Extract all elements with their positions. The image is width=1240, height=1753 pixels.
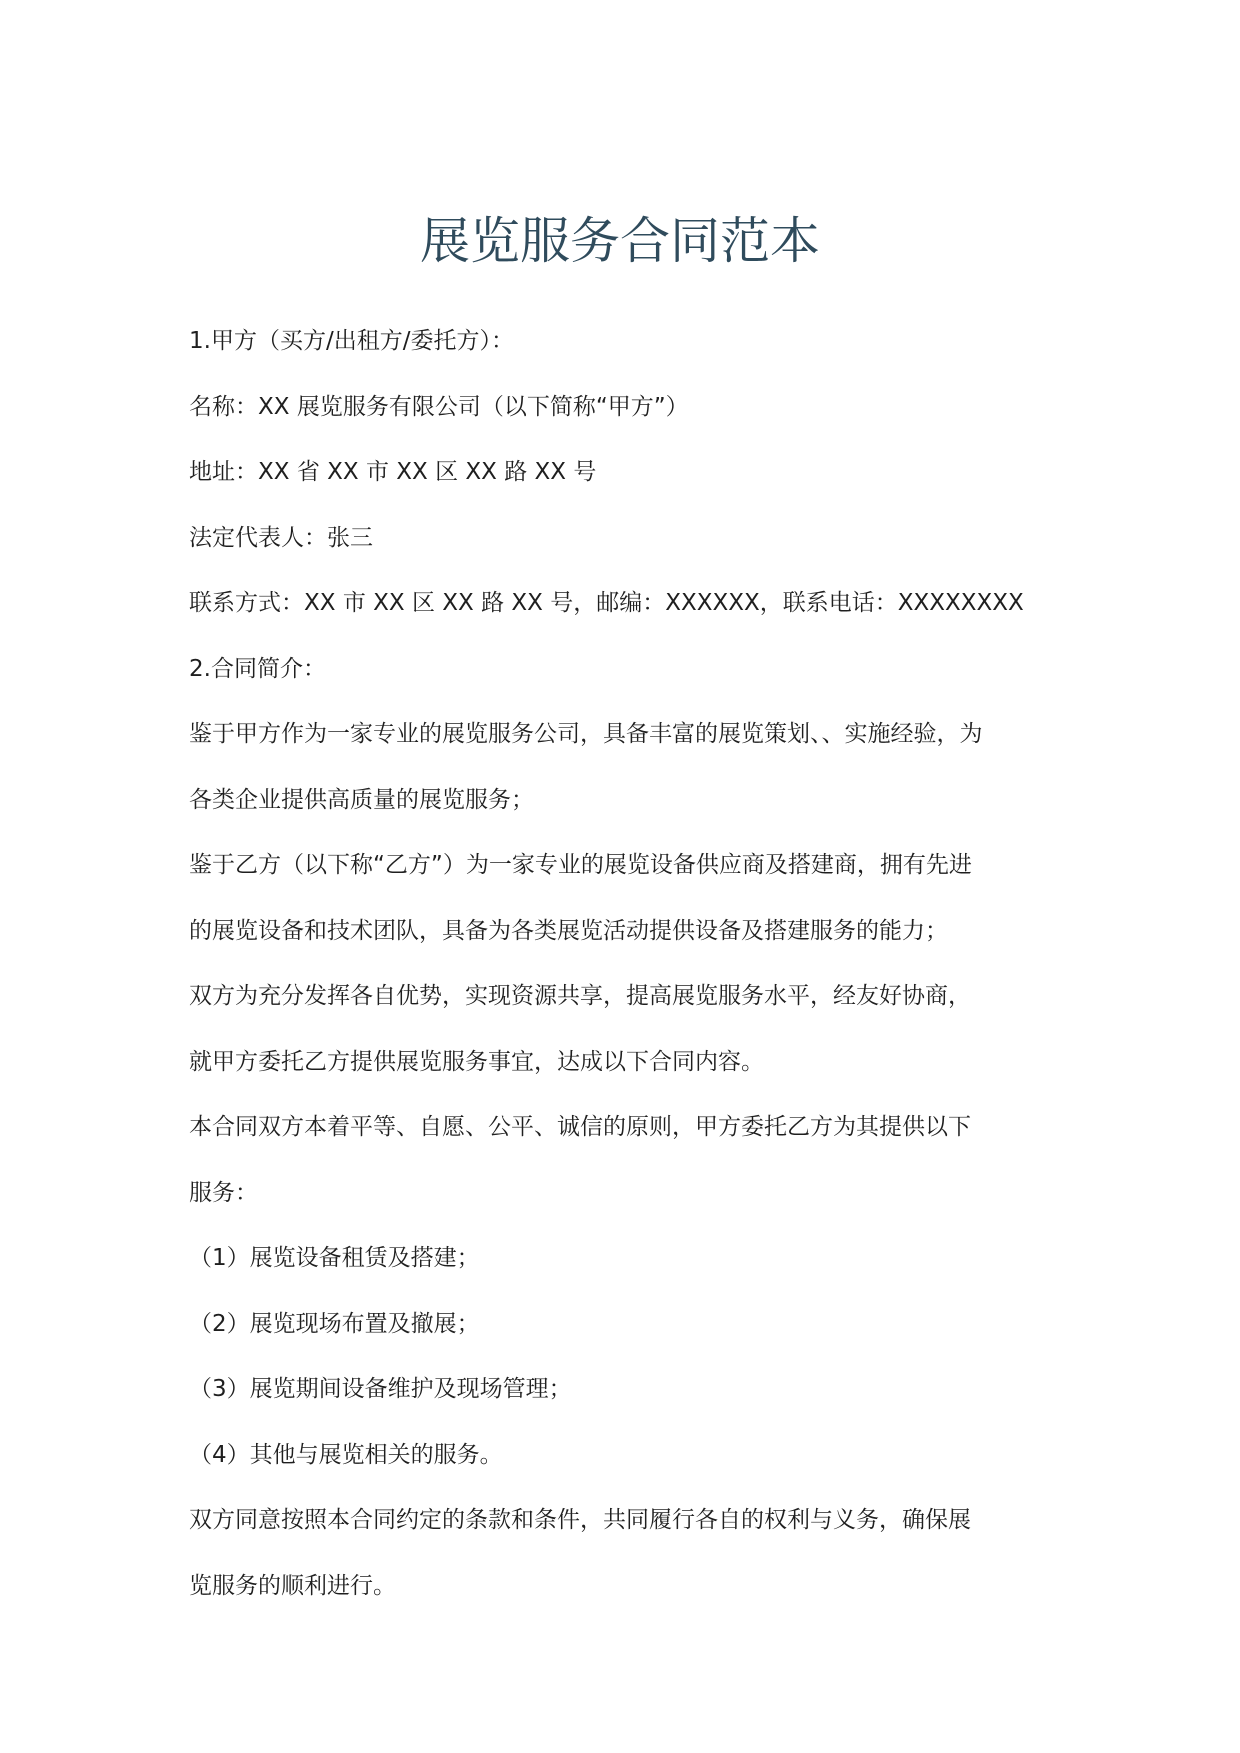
contact-info: 联系方式：XX 市 XX 区 XX 路 XX 号，邮编：XXXXXX，联系电话：XXXXXXXX: [189, 590, 1024, 616]
body-line: 服务：: [189, 1179, 258, 1206]
document-title: 展览服务合同范本: [420, 212, 820, 270]
document-body: [189, 309, 1069, 1619]
body-line: 鉴于乙方（以下称“乙方”）为一家专业的展览设备供应商及搭建商，拥有先进: [189, 852, 972, 878]
body-line: 各类企业提供高质量的展览服务；: [189, 786, 534, 813]
service-item-4: （4）其他与展览相关的服务。: [189, 1441, 503, 1468]
body-line: 双方同意按照本合同约定的条款和条件，共同履行各自的权利与义务，确保展: [189, 1507, 971, 1533]
service-item-1: （1）展览设备租赁及搭建；: [189, 1245, 480, 1271]
party-a-address: 地址：XX 省 XX 市 XX 区 XX 路 XX 号: [189, 459, 597, 485]
body-line: 鉴于甲方作为一家专业的展览服务公司，具备丰富的展览策划、、实施经验，为: [189, 721, 983, 747]
service-item-3: （3）展览期间设备维护及现场管理；: [189, 1376, 572, 1402]
party-a-heading: 1.甲方（买方/出租方/委托方）：: [189, 328, 514, 354]
legal-representative: 法定代表人：张三: [189, 524, 373, 551]
body-line: 览服务的顺利进行。: [189, 1572, 396, 1599]
body-line: 的展览设备和技术团队，具备为各类展览活动提供设备及搭建服务的能力；: [189, 917, 948, 944]
contract-intro-heading: 2.合同简介：: [189, 655, 326, 682]
body-line: 本合同双方本着平等、自愿、公平、诚信的原则，甲方委托乙方为其提供以下: [189, 1114, 971, 1140]
body-line: 双方为充分发挥各自优势，实现资源共享，提高展览服务水平，经友好协商，: [189, 983, 971, 1009]
body-line: 就甲方委托乙方提供展览服务事宜，达成以下合同内容。: [189, 1048, 764, 1075]
party-a-name: 名称：XX 展览服务有限公司（以下简称“甲方”）: [189, 393, 689, 420]
service-item-2: （2）展览现场布置及撤展；: [189, 1310, 480, 1337]
